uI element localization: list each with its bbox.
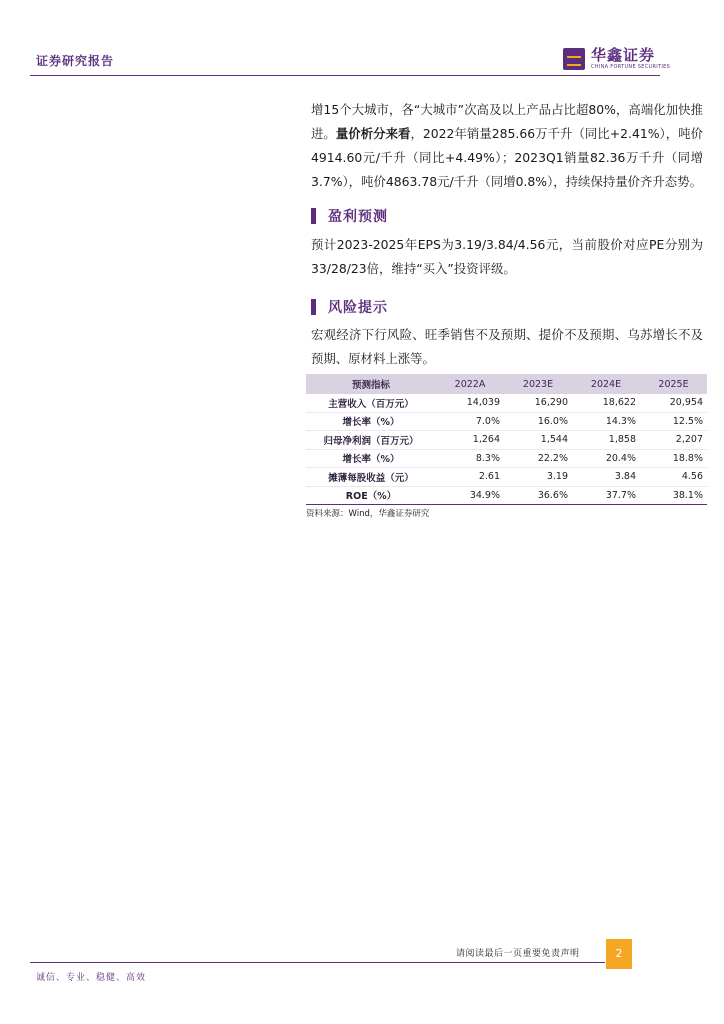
table-cell: 1,544 [504,431,572,450]
table-row [306,412,707,431]
row-label: 摊薄每股收益（元） [306,468,436,487]
table-cell: 7.0% [436,412,504,431]
main-content [311,98,703,371]
table-cell: 14,039 [436,394,504,412]
disclaimer-note: 请阅读最后一页重要免责声明 [456,949,580,959]
section-title: 风险提示 [328,300,388,316]
table-cell: 12.5% [640,412,707,431]
table-header-cell: 2023E [504,374,572,394]
section-bar-icon [311,299,316,315]
section-profit-forecast [311,205,703,227]
table-cell: 1,264 [436,431,504,450]
table-cell: 37.7% [572,486,640,505]
table-header-cell: 2024E [572,374,640,394]
row-label: 增长率（%） [306,449,436,468]
page-number: 2 [606,939,632,969]
logo-mark-icon [563,48,585,70]
logo-cn-text: 华鑫证券 [591,46,656,64]
table-cell: 14.3% [572,412,640,431]
table-cell: 20.4% [572,449,640,468]
table-cell: 34.9% [436,486,504,505]
row-label: 主营收入（百万元） [306,394,436,412]
table-cell: 2.61 [436,468,504,487]
row-label: ROE（%） [306,486,436,505]
table-header-cell: 预测指标 [306,374,436,394]
section-risk [311,296,703,318]
logo-en-text: CHINA FORTUNE SECURITIES [591,64,671,70]
table-header-row [306,374,707,394]
table-cell: 8.3% [436,449,504,468]
table-cell: 3.19 [504,468,572,487]
table-row [306,468,707,487]
table-cell: 38.1% [640,486,707,505]
row-label: 增长率（%） [306,412,436,431]
source-note: 资料来源：Wind，华鑫证券研究 [306,509,430,519]
paragraph-sales: 增15个大城市，各“大城市”次高及以上产品占比超80%，高端化加快推进。量价析分来看，2022年销量285.66万千升（同比+2.41%），吨价4914.60元/千升（同比+4.49%）；2023Q1销量82.36万千升（同增3.7%），吨价4863.78元/千升（同增0.8%），持续保持量价齐升态势。 [311,102,704,189]
company-logo [563,46,670,72]
footer-motto: 诚信、专业、稳健、高效 [36,973,147,983]
table-cell: 20,954 [640,394,707,412]
paragraph-forecast: 预计2023-2025年EPS为3.19/3.84/4.56元，当前股价对应PE分别为33/28/23倍，维持“买入”投资评级。 [311,237,703,276]
table-cell: 18.8% [640,449,707,468]
forecast-table [306,374,707,505]
table-header-cell: 2022A [436,374,504,394]
table-cell: 22.2% [504,449,572,468]
table-row [306,431,707,450]
section-bar-icon [311,208,316,224]
table-cell: 1,858 [572,431,640,450]
footer-divider [30,962,605,963]
paragraph-risk: 宏观经济下行风险、旺季销售不及预期、提价不及预期、乌苏增长不及预期、原材料上涨等。 [311,327,703,366]
table-cell: 4.56 [640,468,707,487]
table-cell: 18,622 [572,394,640,412]
header-title: 证券研究报告 [36,54,115,68]
table-cell: 3.84 [572,468,640,487]
table-row [306,449,707,468]
table-row [306,486,707,505]
table-cell: 36.6% [504,486,572,505]
row-label: 归母净利润（百万元） [306,431,436,450]
table-cell: 2,207 [640,431,707,450]
table-row [306,394,707,412]
table-header-cell: 2025E [640,374,707,394]
table-cell: 16,290 [504,394,572,412]
section-title: 盈利预测 [328,209,388,225]
table-cell: 16.0% [504,412,572,431]
header-divider [30,75,660,76]
